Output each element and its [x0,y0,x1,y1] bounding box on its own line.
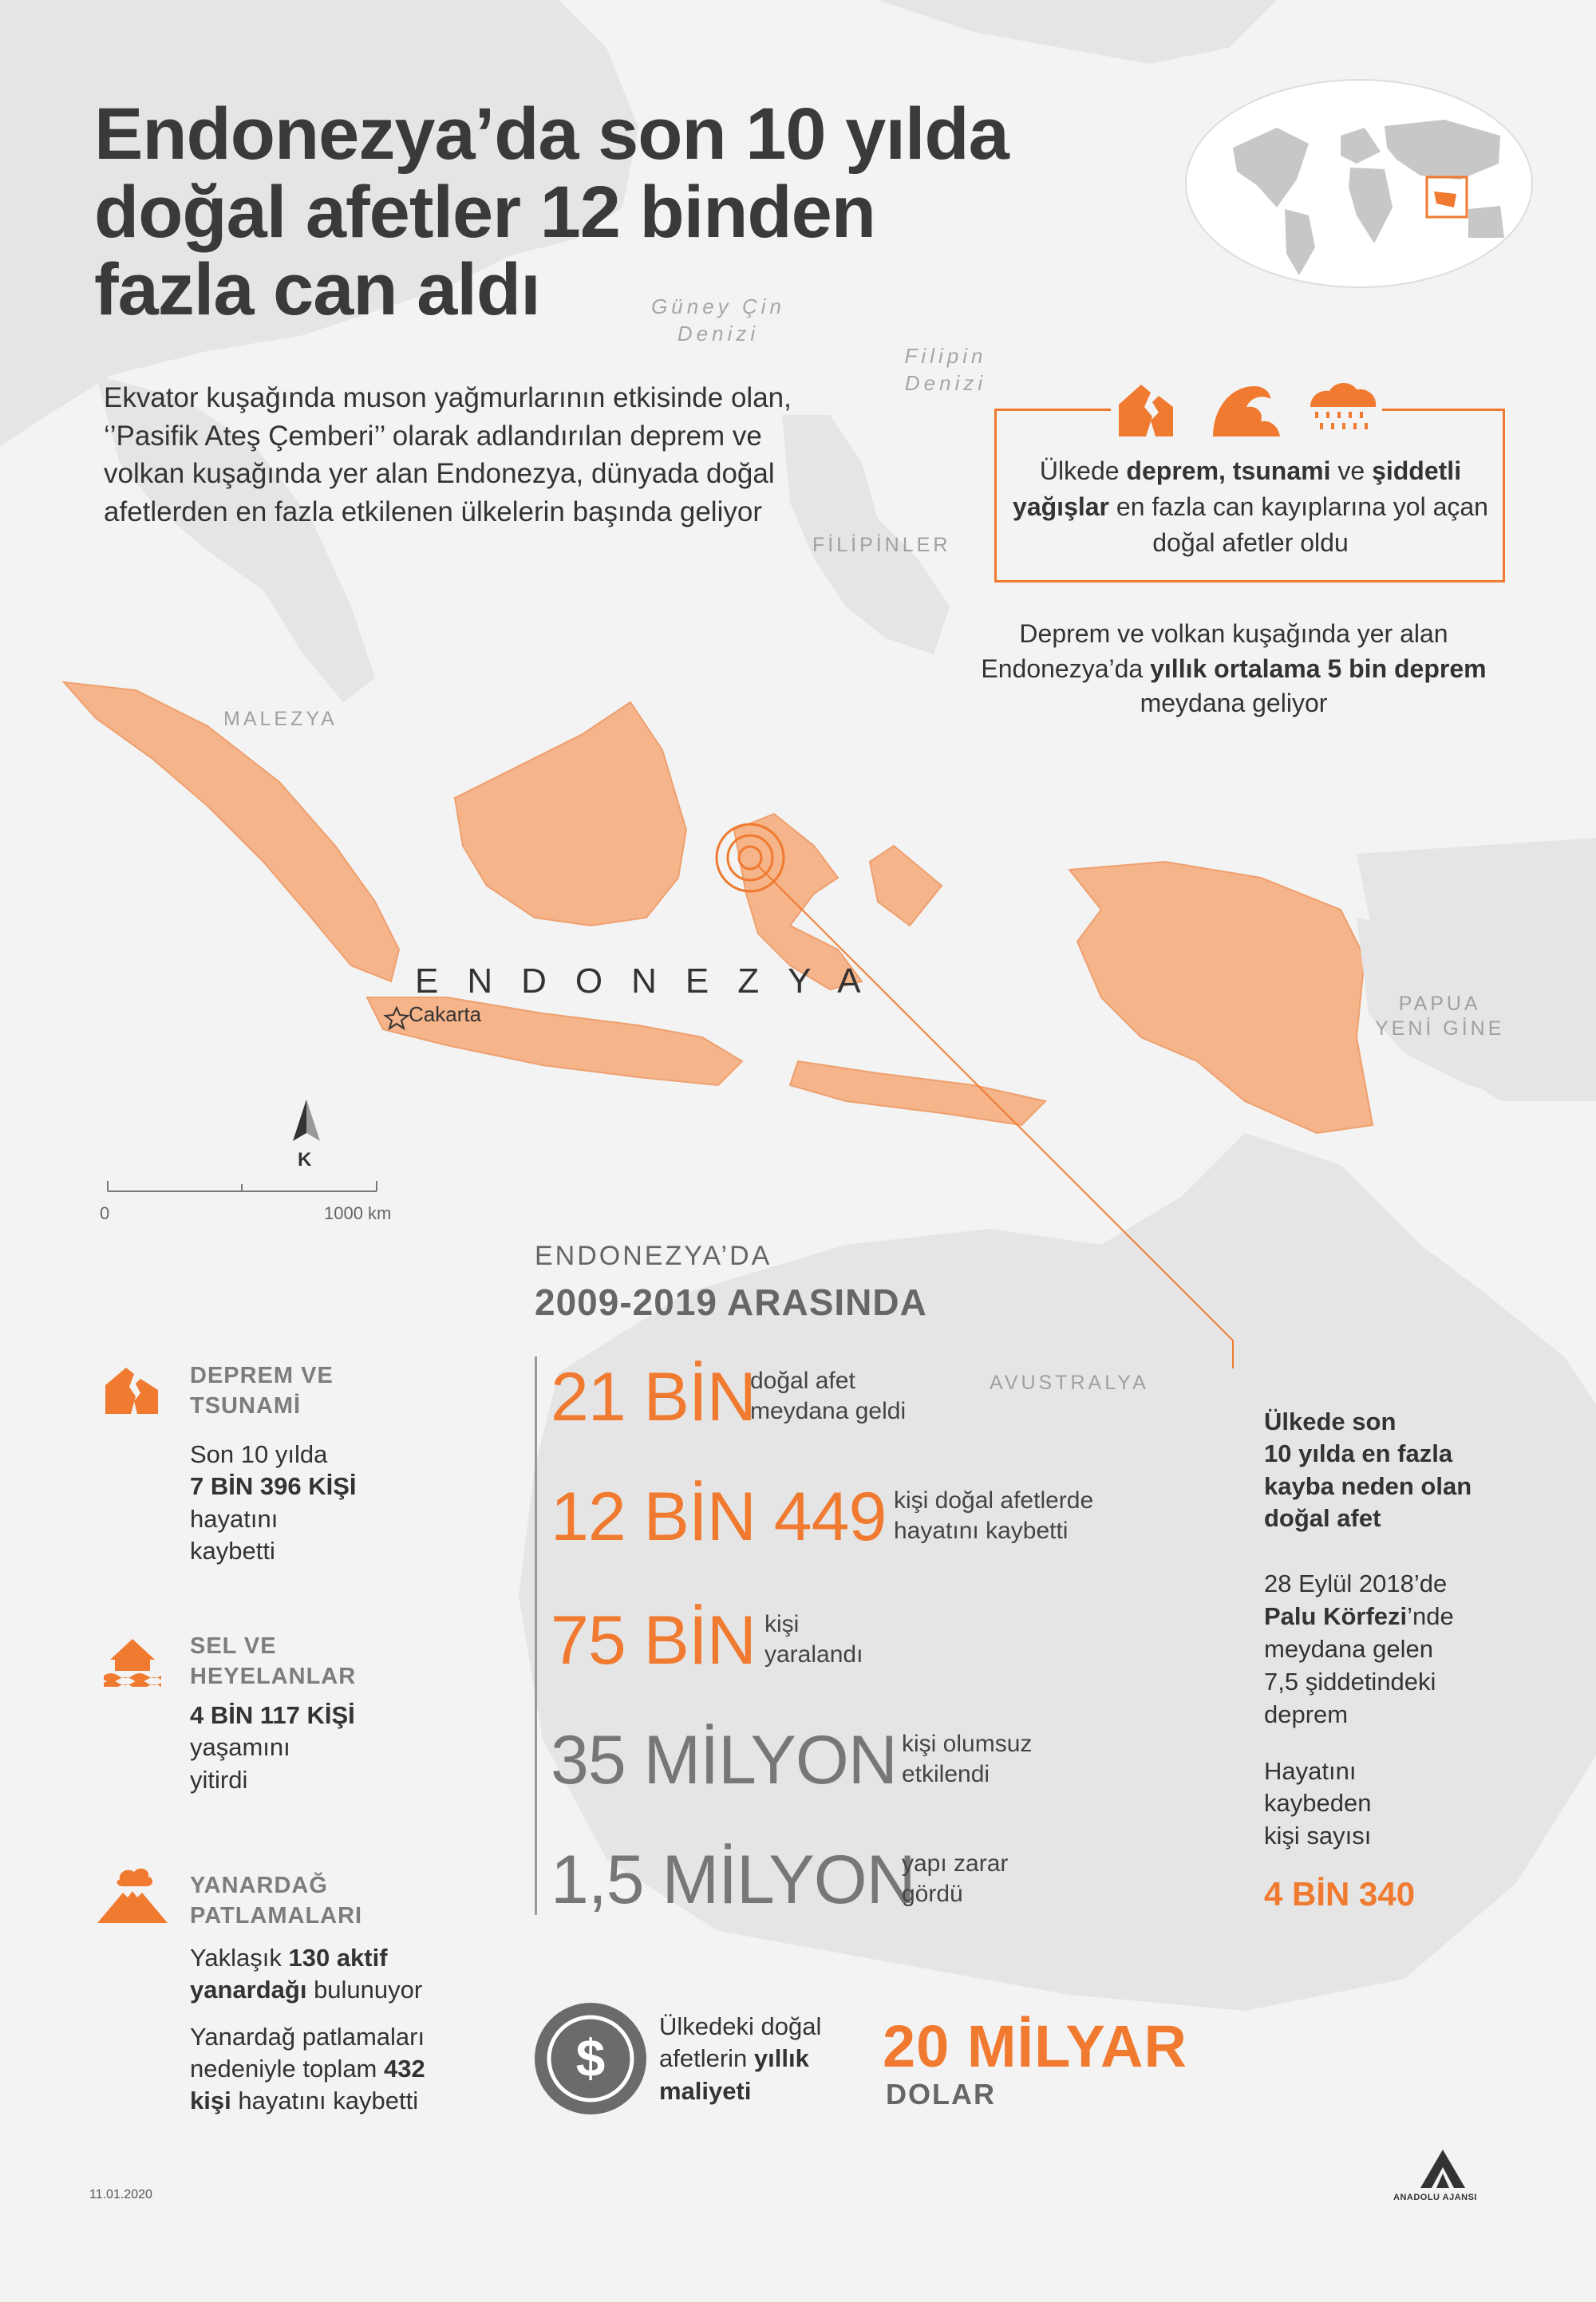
text-run: Yaklaşık [190,1944,289,1972]
cost-label [659,2011,851,2107]
philippines-label: FİLİPİNLER [812,534,951,556]
period-subtitle: ENDONEZYA’DA [535,1241,772,1271]
publish-date: 11.01.2020 [89,2188,152,2201]
svg-text:$: $ [575,2028,606,2087]
text-run-bold: yanardağı [190,1976,307,2004]
text-run: Ülkede [1039,456,1127,485]
hazard-icons [1111,377,1382,440]
scale-max-label: 1000 km [324,1203,392,1223]
stat-label-line: hayatını kaybetti [894,1517,1069,1544]
papua-new-guinea-label [1375,992,1504,1042]
capital-label: Cakarta [409,1002,482,1026]
stat-label [902,1849,1109,1909]
stat-value: 75 BİN [551,1602,756,1679]
annual-cost-value: 20 MİLYAR [883,2013,1187,2079]
text-run: ’nde [1407,1601,1454,1630]
category-title [190,1361,397,1421]
stat-label-line: yaralandı [764,1641,863,1668]
stat-value: 12 BİN 449 [551,1479,887,1555]
body-line [190,2085,477,2117]
period-title: 2009-2019 ARASINDA [535,1281,927,1323]
country-label-line: PAPUA [1398,993,1481,1015]
australia-label: AVUSTRALYA [990,1372,1149,1394]
earthquake-frequency-note [978,617,1489,721]
stats-divider [535,1356,537,1915]
text-run: meydana geliyor [1140,689,1328,718]
world-locator-map [1186,80,1532,287]
stat-label-line: etkilendi [902,1760,990,1787]
text-run: afetlerin [659,2044,754,2073]
side-title-line: kayba neden olan [1264,1471,1472,1500]
body-line: Hayatını [1264,1756,1357,1785]
text-run: hayatını kaybetti [231,2087,419,2115]
text-run-bold: şiddetli yağışlar [1013,456,1462,521]
scale-bar [108,1181,377,1191]
stat-label-line: gördü [902,1880,963,1907]
side-title-line: doğal afet [1264,1503,1381,1532]
hazard-box-text [1007,453,1494,560]
stat-label-line: yapı zarar [902,1850,1009,1877]
cost-label-line-bold: maliyeti [659,2076,752,2105]
annual-cost-unit: DOLAR [886,2078,996,2110]
stat-label-line: doğal afet [750,1368,855,1394]
body-line: hayatını [190,1504,279,1533]
body-line [190,1974,477,2006]
cost-label-line [659,2043,851,2075]
body-line: deprem [1264,1700,1349,1728]
stat-label [764,1609,924,1669]
category-title-line: DEPREM VE [190,1363,334,1388]
text-run-bold: deprem, tsunami [1126,456,1331,485]
body-line [190,2053,477,2085]
deadliest-disaster-body [1264,1568,1527,1853]
body-line: kişi sayısı [1264,1822,1372,1850]
text-run: nedeniyle toplam [190,2054,384,2083]
body-line: kaybeden [1264,1789,1372,1818]
text-run-bold: kişi [190,2087,231,2115]
philippine-sea-label [894,343,998,397]
side-title-line: Ülkede son [1264,1408,1396,1435]
body-line: 28 Eylül 2018’de [1264,1570,1448,1597]
sea-label-line: Denizi [677,321,760,345]
sea-label-line: Güney Çin [651,294,785,318]
text-run: Deprem ve volkan kuşağında yer alan Endonezya’da [981,619,1448,683]
stat-label-line: kişi olumsuz [902,1731,1033,1757]
scale-zero-label: 0 [100,1203,110,1223]
cost-label-line: Ülkedeki doğal [659,2012,822,2040]
body-line [190,1942,477,1974]
earthquake-icon [1119,385,1173,436]
category-title-line: TSUNAMİ [190,1392,302,1419]
indonesia-label: ENDONEZYA [415,961,890,1001]
text-run-bold: yıllık ortalama 5 bin deprem [1150,653,1487,683]
stat-label [750,1366,990,1426]
stat-value: 21 BİN [551,1359,756,1435]
earthquake-icon [102,1363,161,1414]
stat-label-line: kişi doğal afetlerde [894,1487,1094,1514]
sea-label-line: Filipin [904,344,987,368]
stat-value: 35 MİLYON [551,1722,897,1799]
agency-name: ANADOLU AJANSI [1393,2193,1477,2202]
flood-icon [102,1634,163,1687]
stat-label-line: meydana geldi [750,1397,907,1424]
north-label: K [298,1149,312,1171]
indonesia-landmass [64,682,1373,1133]
title-line: fazla can aldı [94,249,540,331]
dollar-icon [533,2001,648,2116]
body-line-bold: 4 BİN 117 KİŞİ [190,1701,355,1729]
category-title-line: SEL VE [190,1633,277,1659]
category-title [190,1871,429,1931]
category-body [190,1700,429,1796]
palu-death-toll: 4 BİN 340 [1264,1875,1416,1913]
body-line [1264,1601,1527,1633]
body-line: yitirdi [190,1765,248,1794]
text-run: ve [1330,456,1373,485]
stat-label-line: kişi [764,1611,800,1637]
heavy-rain-icon [1310,383,1376,429]
title-line: Endonezya’da son 10 yılda [94,93,1009,175]
body-line: kaybetti [190,1536,275,1565]
text-run-bold: 130 aktif [288,1944,388,1972]
body-line: Yanardağ patlamaları [190,2022,425,2051]
text-run-bold: Palu Körfezi [1264,1601,1408,1630]
text-run: en fazla can kayıplarına yol açan doğal afetler oldu [1109,492,1488,557]
category-body [190,1942,477,2117]
tsunami-icon [1213,386,1280,436]
stat-value: 1,5 MİLYON [551,1842,915,1918]
intro-paragraph: Ekvator kuşağında muson yağmurlarının etkisinde olan, ‘’Pasifik Ateş Çemberi’’ olarak adlandırılan deprem ve volkan kuşağında yer alan Endonezya, dünyada doğal afetlerden en fazla etkilenen ülkelerin başında geliyor [104,382,792,527]
sea-label-line: Denizi [904,370,987,395]
malaysia-label: MALEZYA [223,708,338,730]
body-line-bold: 7 BİN 396 KİŞİ [190,1472,357,1501]
volcano-icon [96,1866,169,1923]
north-arrow-icon [293,1100,320,1141]
category-body [190,1439,429,1567]
category-title-line: YANARDAĞ [190,1873,328,1898]
anadolu-agency-logo [1417,2146,1468,2191]
text-run-bold: 432 [384,2054,425,2083]
body-line: yaşamını [190,1733,290,1762]
title-line: doğal afetler 12 binden [94,171,875,253]
deadliest-disaster-title [1264,1406,1527,1534]
category-title [190,1632,397,1692]
text-run-bold: yıllık [753,2044,809,2073]
category-title-line: PATLAMALARI [190,1902,363,1929]
south-china-sea-label [614,294,822,348]
category-title-line: HEYELANLAR [190,1663,357,1689]
text-run: bulunuyor [306,1976,423,2004]
stat-label [894,1486,1181,1546]
body-line: Son 10 yılda [190,1440,328,1468]
body-line: meydana gelen [1264,1634,1433,1663]
side-title-line: 10 yılda en fazla [1264,1439,1453,1468]
stat-label [902,1729,1141,1789]
body-line: 7,5 şiddetindeki [1264,1667,1436,1696]
country-label-line: YENİ GİNE [1375,1017,1505,1040]
